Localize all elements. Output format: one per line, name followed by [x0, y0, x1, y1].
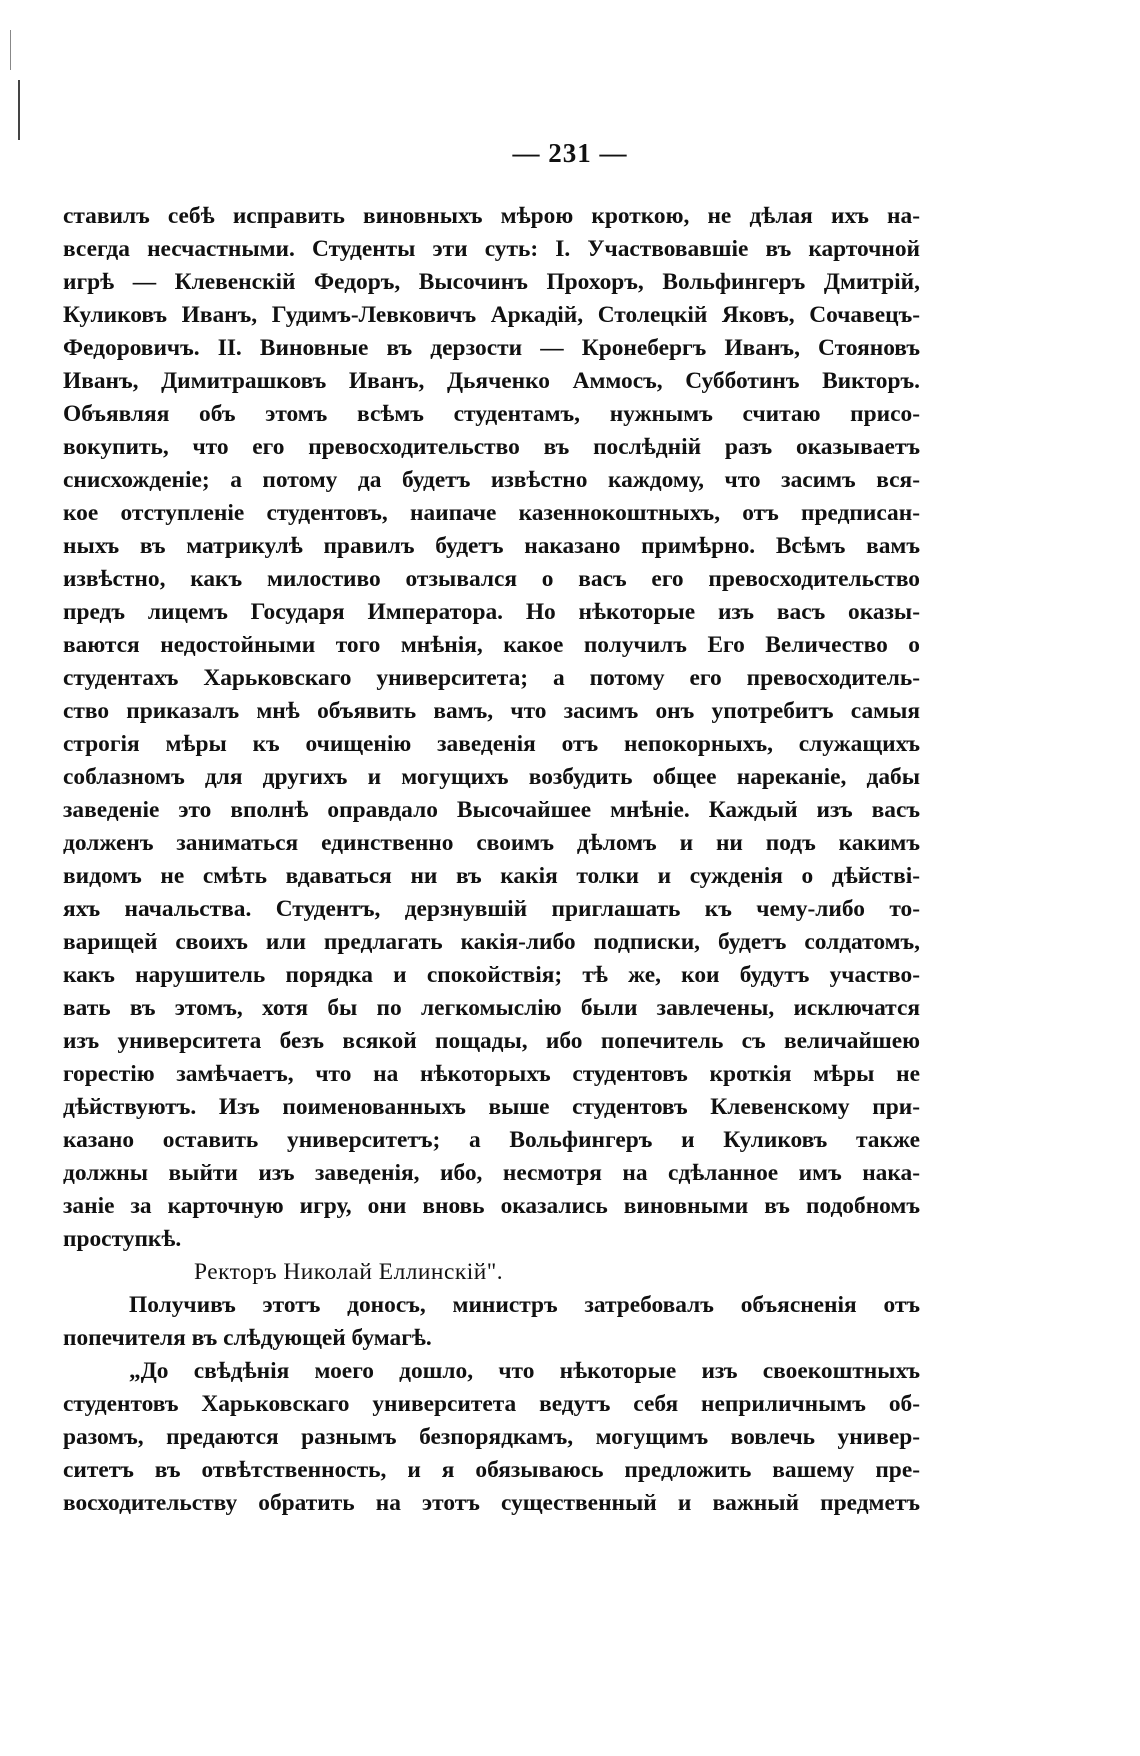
text-line: Объявляя объ этомъ всѣмъ студентамъ, нужнымъ считаю присо-: [63, 401, 920, 427]
text-line: вокупить, что его превосходительство въ послѣдній разъ оказываетъ: [63, 434, 920, 460]
text-line: кое отступленіе студентовъ, наипаче казеннокоштныхъ, отъ предписан-: [63, 500, 920, 526]
text-line: казано оставить университетъ; а Вольфингеръ и Куликовъ также: [63, 1127, 920, 1153]
paragraph-line: попечителя въ слѣдующей бумагѣ.: [63, 1325, 432, 1351]
text-line: видомъ не смѣть вдаваться ни въ какія толки и сужденія о дѣйстві-: [63, 863, 920, 889]
text-line: долженъ заниматься единственно своимъ дѣломъ и ни подъ какимъ: [63, 830, 920, 856]
text-line: предъ лицемъ Государя Императора. Но нѣкоторые изъ васъ оказы-: [63, 599, 920, 625]
text-line: ныхъ въ матрикулѣ правилъ будетъ наказано примѣрно. Всѣмъ вамъ: [63, 533, 920, 559]
paragraph-line: Получивъ этотъ доносъ, министръ затребовалъ объясненія отъ: [129, 1292, 920, 1318]
text-line: игрѣ — Клевенскій Федоръ, Высочинъ Прохоръ, Вольфингеръ Дмитрій,: [63, 269, 920, 295]
text-line: какъ нарушитель порядка и спокойствія; тѣ же, кои будутъ участво-: [63, 962, 920, 988]
text-line: всегда несчастными. Студенты эти суть: I. Участвовавшіе въ карточной: [63, 236, 920, 262]
text-line: заведеніе это вполнѣ оправдало Высочайшее мнѣніе. Каждый изъ васъ: [63, 797, 920, 823]
text-line: варищей своихъ или предлагать какія-либо подписки, будетъ солдатомъ,: [63, 929, 920, 955]
text-line: заніе за карточную игру, они вновь оказались виновными въ подобномъ: [63, 1193, 920, 1219]
text-line: горестію замѣчаетъ, что на нѣкоторыхъ студентовъ кроткія мѣры не: [63, 1061, 920, 1087]
text-line: строгія мѣры къ очищенію заведенія отъ непокорныхъ, служащихъ: [63, 731, 920, 757]
text-line: проступкѣ.: [63, 1226, 182, 1252]
text-line: ставилъ себѣ исправить виновныхъ мѣрою кроткою, не дѣлая ихъ на-: [63, 203, 920, 229]
quote-line: ситетъ въ отвѣтственность, и я обязываюсь предложить вашему пре-: [63, 1457, 920, 1483]
text-line: Иванъ, Димитрашковъ Иванъ, Дьяченко Аммосъ, Субботинъ Викторъ.: [63, 368, 920, 394]
text-line: яхъ начальства. Студентъ, дерзнувшій приглашать къ чему-либо то-: [63, 896, 920, 922]
quote-line: разомъ, предаются разнымъ безпорядкамъ, могущимъ вовлечь универ-: [63, 1424, 920, 1450]
text-line: ваются недостойными того мнѣнія, какое получилъ Его Величество о: [63, 632, 920, 658]
text-line: студентахъ Харьковскаго университета; а потому его превосходитель-: [63, 665, 920, 691]
quote-line: студентовъ Харьковскаго университета ведутъ себя неприличнымъ об-: [63, 1391, 920, 1417]
scan-margin-mark: [18, 80, 20, 140]
page-number: — 231 —: [512, 138, 628, 168]
text-line: ство приказалъ мнѣ объявить вамъ, что засимъ онъ употребитъ самыя: [63, 698, 920, 724]
text-line: Куликовъ Иванъ, Гудимъ-Левковичъ Аркадій, Столецкій Яковъ, Сочавецъ-: [63, 302, 920, 328]
scan-margin-mark-top: [10, 30, 11, 70]
text-line: изъ университета безъ всякой пощады, ибо попечитель съ величайшею: [63, 1028, 920, 1054]
text-line: дѣйствуютъ. Изъ поименованныхъ выше студентовъ Клевенскому при-: [63, 1094, 920, 1120]
rector-signature: Ректоръ Николай Еллинскій".: [194, 1259, 504, 1285]
text-line: снисхожденіе; а потому да будетъ извѣстно каждому, что засимъ вся-: [63, 467, 920, 493]
text-line: извѣстно, какъ милостиво отзывался о васъ его превосходительство: [63, 566, 920, 592]
text-line: соблазномъ для другихъ и могущихъ возбудить общее нареканіе, дабы: [63, 764, 920, 790]
text-line: Федоровичъ. II. Виновные въ дерзости — Кронебергъ Иванъ, Стояновъ: [63, 335, 920, 361]
page-body: [63, 200, 920, 1520]
text-line: вать въ этомъ, хотя бы по легкомыслію были завлечены, исключатся: [63, 995, 920, 1021]
quote-line: восходительству обратить на этотъ существенный и важный предметъ: [63, 1490, 920, 1516]
text-line: должны выйти изъ заведенія, ибо, несмотря на сдѣланное имъ нака-: [63, 1160, 920, 1186]
quote-line: „До свѣдѣнія моего дошло, что нѣкоторые изъ своекоштныхъ: [129, 1358, 920, 1384]
